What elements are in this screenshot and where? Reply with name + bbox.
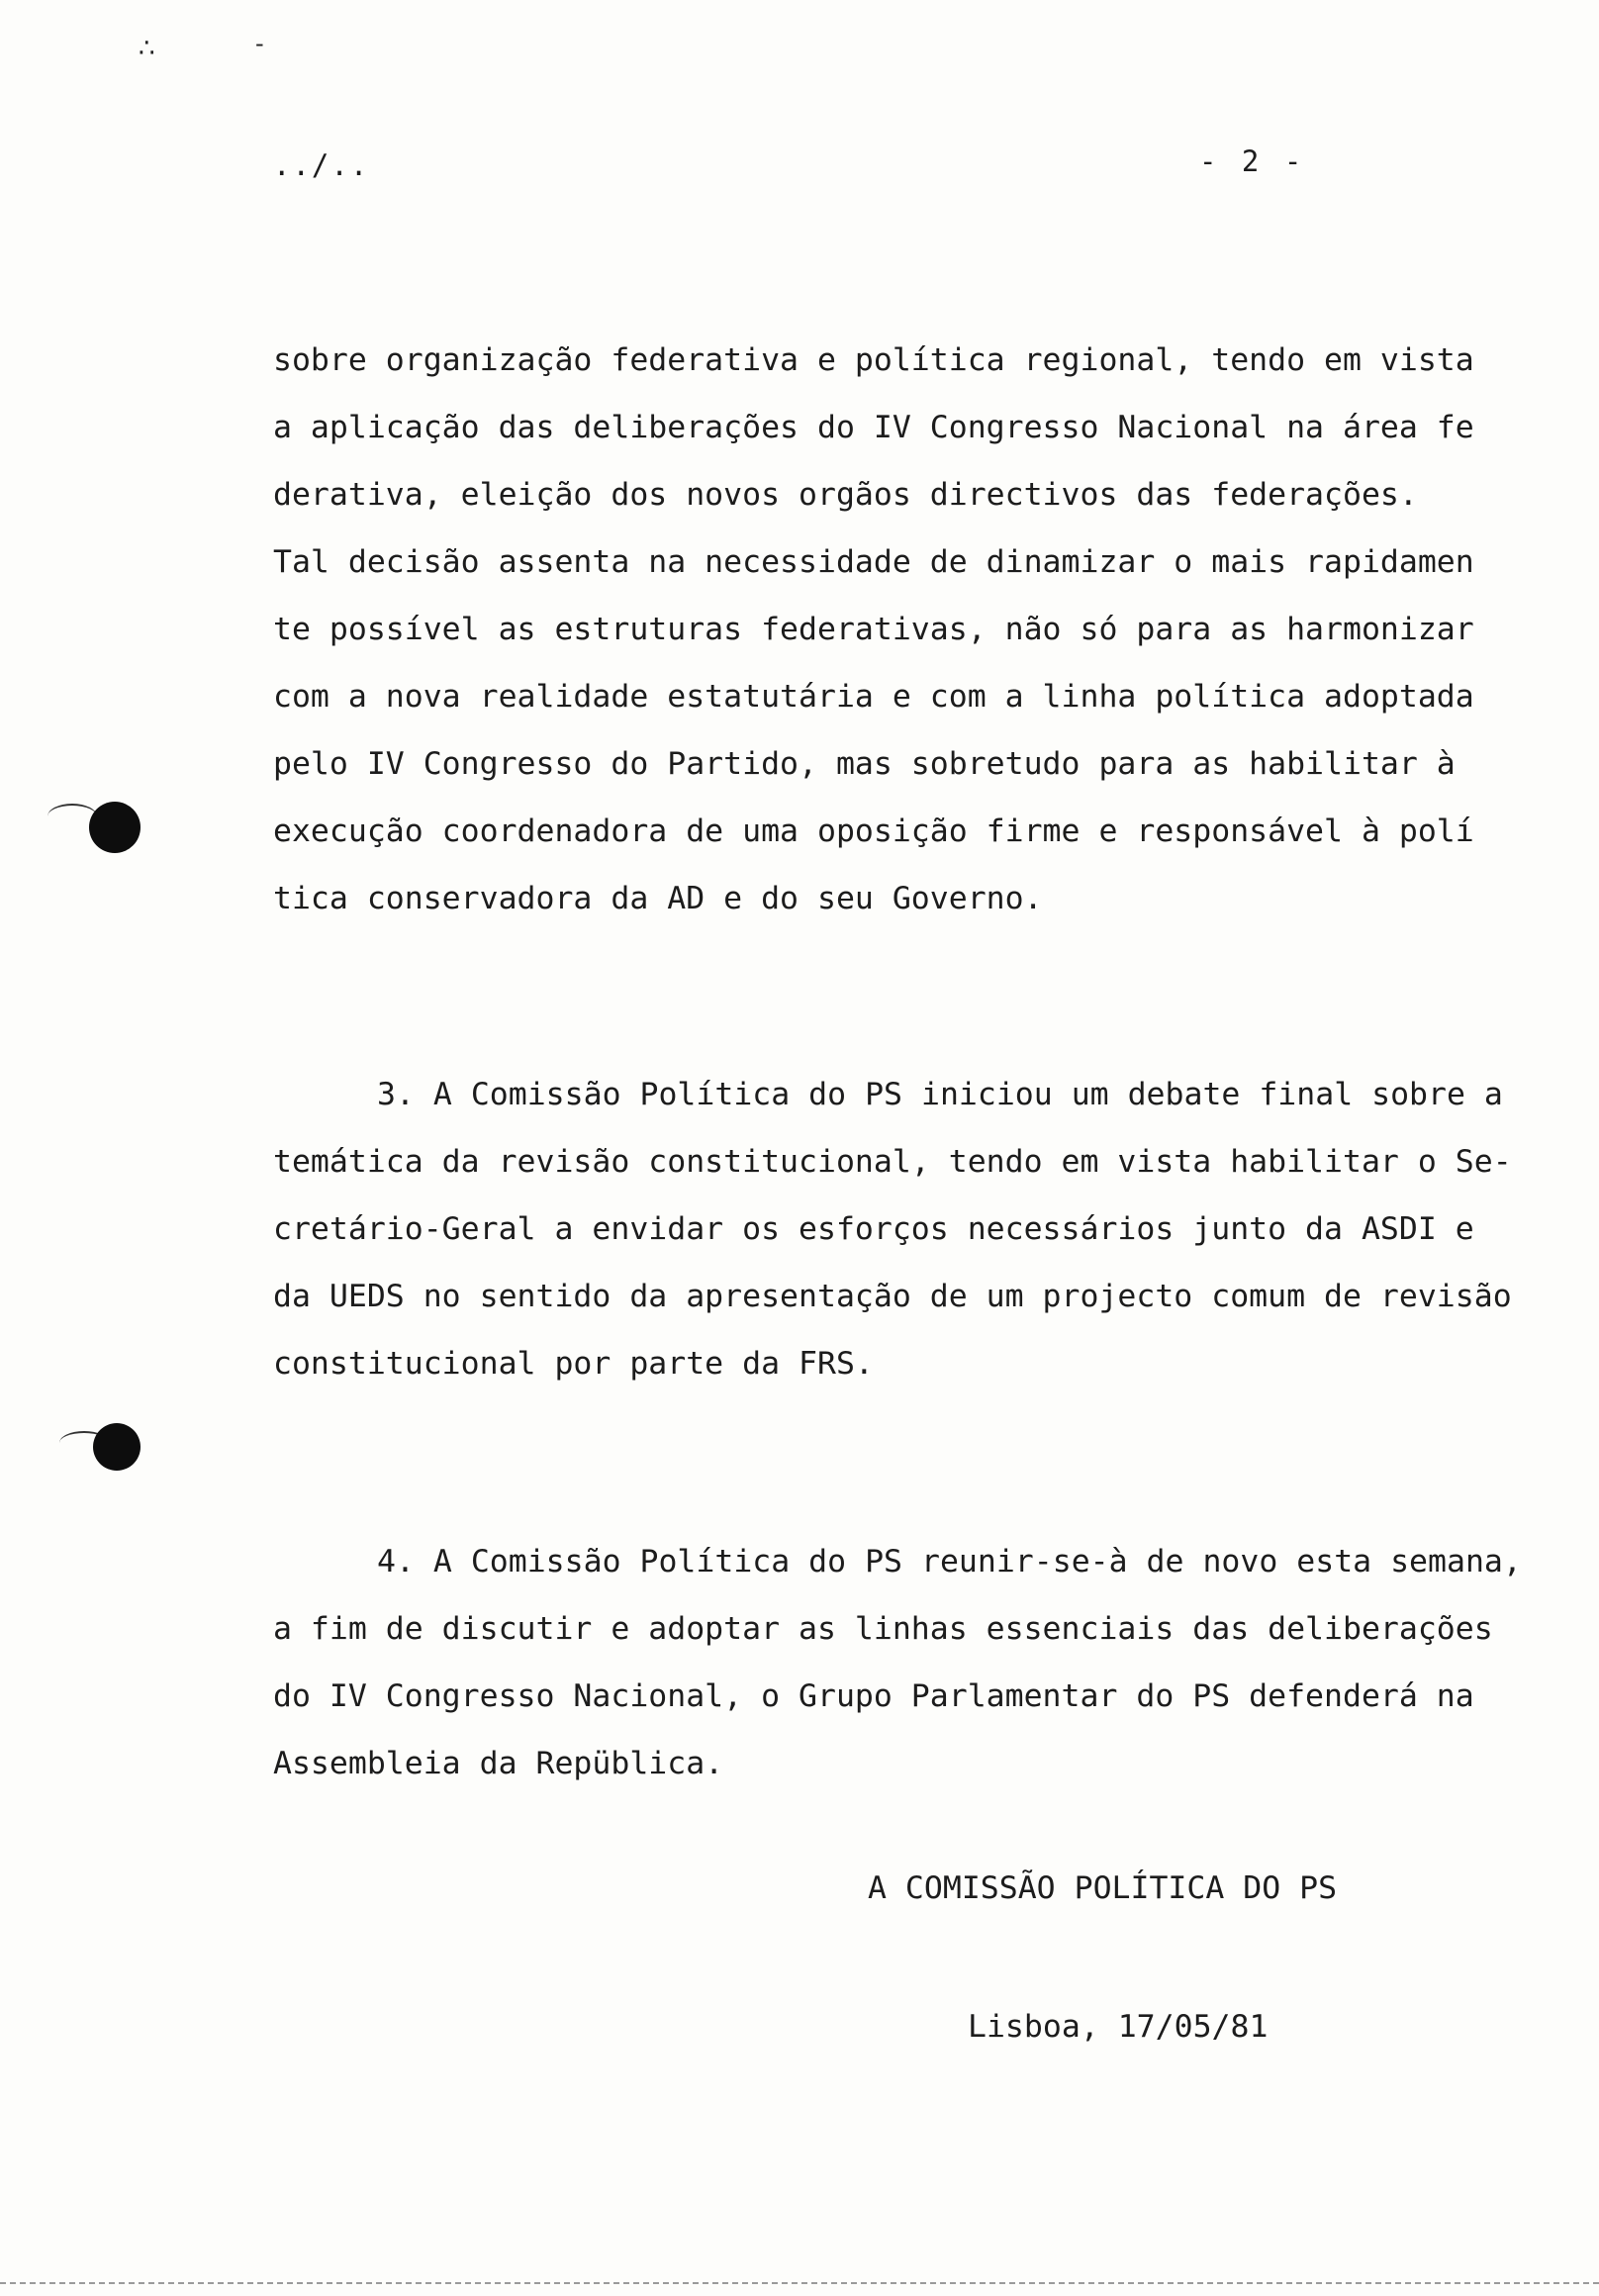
punch-hole-icon [93, 1423, 141, 1471]
stray-dash-icon: - [255, 30, 264, 57]
paragraph-line: com a nova realidade estatutária e com a linha política adoptada [273, 679, 1474, 715]
paragraph-line: sobre organização federativa e política regional, tendo em vista [273, 342, 1474, 378]
paragraph-line-text: 4. A Comissão Política do PS reunir-se-à de novo esta semana, [377, 1544, 1522, 1579]
paragraph-line: tica conservadora da AD e do seu Governo. [273, 881, 1043, 916]
paragraph-line: temática da revisão constitucional, tendo em vista habilitar o Se- [273, 1144, 1512, 1180]
paragraph-line: Assembleia da Repüblica. [273, 1746, 724, 1781]
punch-hole-icon [89, 802, 141, 853]
page-bottom-edge [0, 2282, 1599, 2284]
paragraph-line: constitucional por parte da FRS. [273, 1346, 874, 1382]
paragraph-line: da UEDS no sentido da apresentação de um projecto comum de revisão [273, 1279, 1512, 1314]
paragraph-line-text: 3. A Comissão Política do PS iniciou um debate final sobre a [377, 1077, 1503, 1112]
page-number: - 2 - [1199, 144, 1306, 178]
paragraph-line: a aplicação das deliberações do IV Congresso Nacional na área fe [273, 410, 1474, 445]
item-3-paragraph [273, 1061, 1579, 1397]
continuation-marker: ../.. [273, 148, 370, 182]
paragraph-line: pelo IV Congresso do Partido, mas sobretudo para as habilitar à [273, 746, 1456, 782]
paragraph-line [273, 1061, 1579, 1128]
paragraph-line: a fim de discutir e adoptar as linhas essenciais das deliberações [273, 1611, 1493, 1647]
paragraph-line: te possível as estruturas federativas, não só para as harmonizar [273, 612, 1474, 647]
stray-mark-icon: ∴ [139, 34, 155, 63]
intro-paragraph [273, 327, 1579, 932]
paragraph-line: cretário-Geral a envidar os esforços necessários junto da ASDI e [273, 1211, 1474, 1247]
item-4-paragraph [273, 1528, 1579, 1797]
paragraph-line: execução coordenadora de uma oposição firme e responsável à polí [273, 813, 1474, 849]
paragraph-line: do IV Congresso Nacional, o Grupo Parlamentar do PS defenderá na [273, 1678, 1474, 1714]
paragraph-line [273, 1528, 1579, 1595]
paragraph-line: derativa, eleição dos novos orgãos directivos das federações. [273, 477, 1418, 513]
dateline: Lisboa, 17/05/81 [968, 2009, 1269, 2045]
signature: A COMISSÃO POLÍTICA DO PS [868, 1870, 1338, 1906]
paragraph-line: Tal decisão assenta na necessidade de dinamizar o mais rapidamen [273, 544, 1474, 580]
